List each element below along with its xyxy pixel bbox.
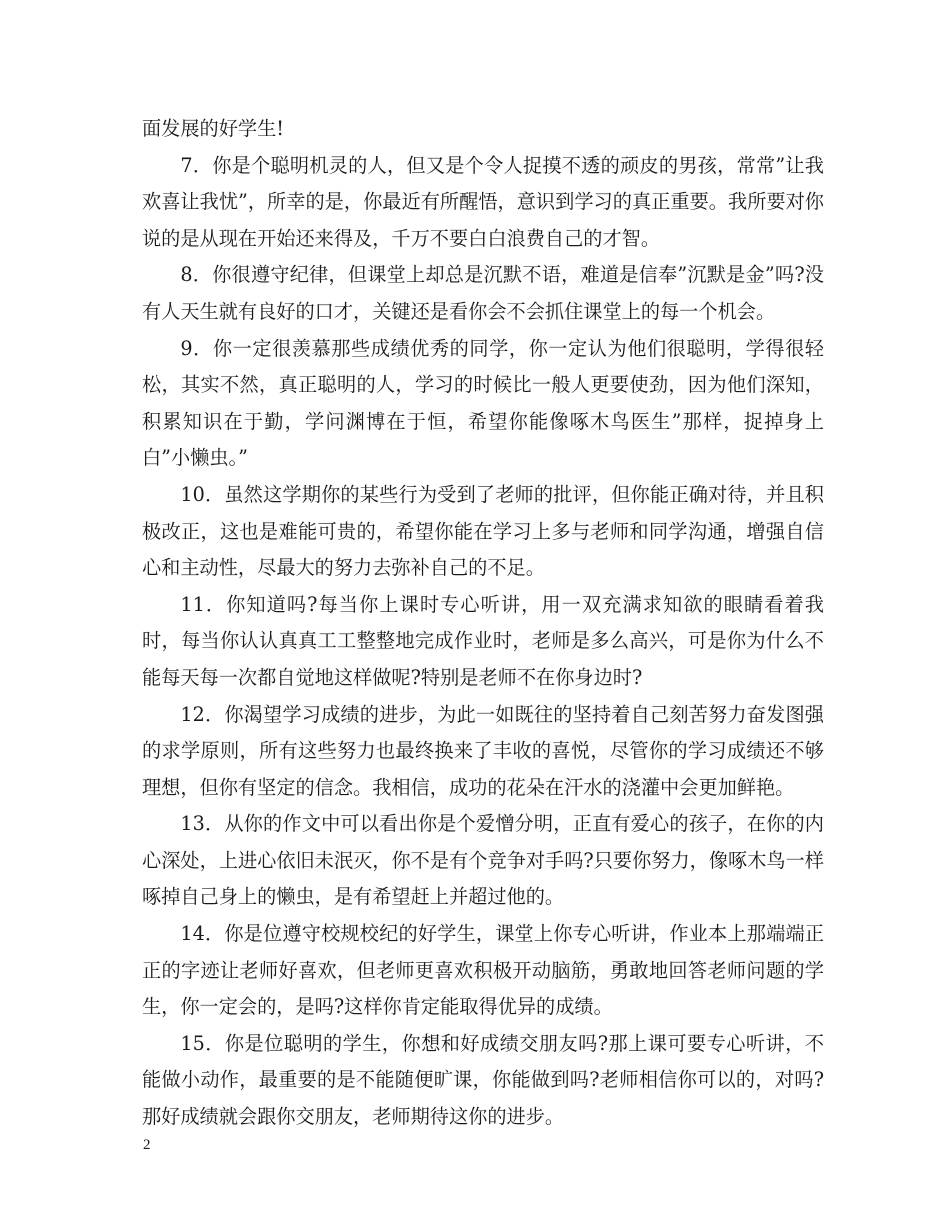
paragraph-item-10: 10．虽然这学期你的某些行为受到了老师的批评，但你能正确对待，并且积极改正，这也是难能可贵的，希望你能在学习上多与老师和同学沟通，增强自信心和主动性，尽最大的努力去弥补自己的不足。 — [142, 482, 824, 580]
paragraph-item-12: 12．你渴望学习成绩的进步，为此一如既往的坚持着自己刻苦努力奋发图强的求学原则，所有这些努力也最终换来了丰收的喜悦，尽管你的学习成绩还不够理想，但你有坚定的信念。我相信，成功的花朵在汗水的浇灌中会更加鲜艳。 — [142, 702, 824, 799]
paragraph-item-14: 14．你是位遵守校规校纪的好学生，课堂上你专心听讲，作业本上那端端正正的字迹让老师好喜欢，但老师更喜欢积极开动脑筋，勇敢地回答老师问题的学生，你一定会的，是吗?这样你肯定能取得优异的成绩。 — [142, 922, 824, 1019]
paragraph-item-7: 7．你是个聪明机灵的人，但又是个令人捉摸不透的顽皮的男孩，常常”让我欢喜让我忧”，所幸的是，你最近有所醒悟，意识到学习的真正重要。我所要对你说的是从现在开始还来得及，千万不要白白浪费自己的才智。 — [142, 153, 824, 250]
paragraph-item-13: 13．从你的作文中可以看出你是个爱憎分明，正直有爱心的孩子，在你的内心深处，上进心依旧未泯灭，你不是有个竞争对手吗?只要你努力，像啄木鸟一样啄掉自己身上的懒虫，是有希望赶上并超过他的。 — [142, 812, 824, 909]
document-body — [142, 111, 824, 1136]
paragraph-item-9: 9．你一定很羡慕那些成绩优秀的同学，你一定认为他们很聪明，学得很轻松，其实不然，真正聪明的人，学习的时候比一般人更要使劲，因为他们深知，积累知识在于勤，学问渊博在于恒，希望你能像啄木鸟医生”那样，捉掉身上白”小懒虫。” — [142, 336, 824, 470]
paragraph-item-11: 11．你知道吗?每当你上课时专心听讲，用一双充满求知欲的眼睛看着我时，每当你认认真真工工整整地完成作业时，老师是多么高兴，可是你为什么不能每天每一次都自觉地这样做呢?特别是老师不在你身边时? — [142, 592, 824, 689]
paragraph-continuation: 面发展的好学生! — [142, 117, 285, 140]
paragraph-item-15: 15．你是位聪明的学生，你想和好成绩交朋友吗?那上课可要专心听讲，不能做小动作，最重要的是不能随便旷课，你能做到吗?老师相信你可以的，对吗?那好成绩就会跟你交朋友，老师期待这你的进步。 — [142, 1031, 824, 1129]
page-number: 2 — [143, 1137, 151, 1153]
paragraph-item-8: 8．你很遵守纪律，但课堂上却总是沉默不语，难道是信奉”沉默是金”吗?没有人天生就有良好的口才，关键还是看你会不会抓住课堂上的每一个机会。 — [142, 263, 824, 323]
